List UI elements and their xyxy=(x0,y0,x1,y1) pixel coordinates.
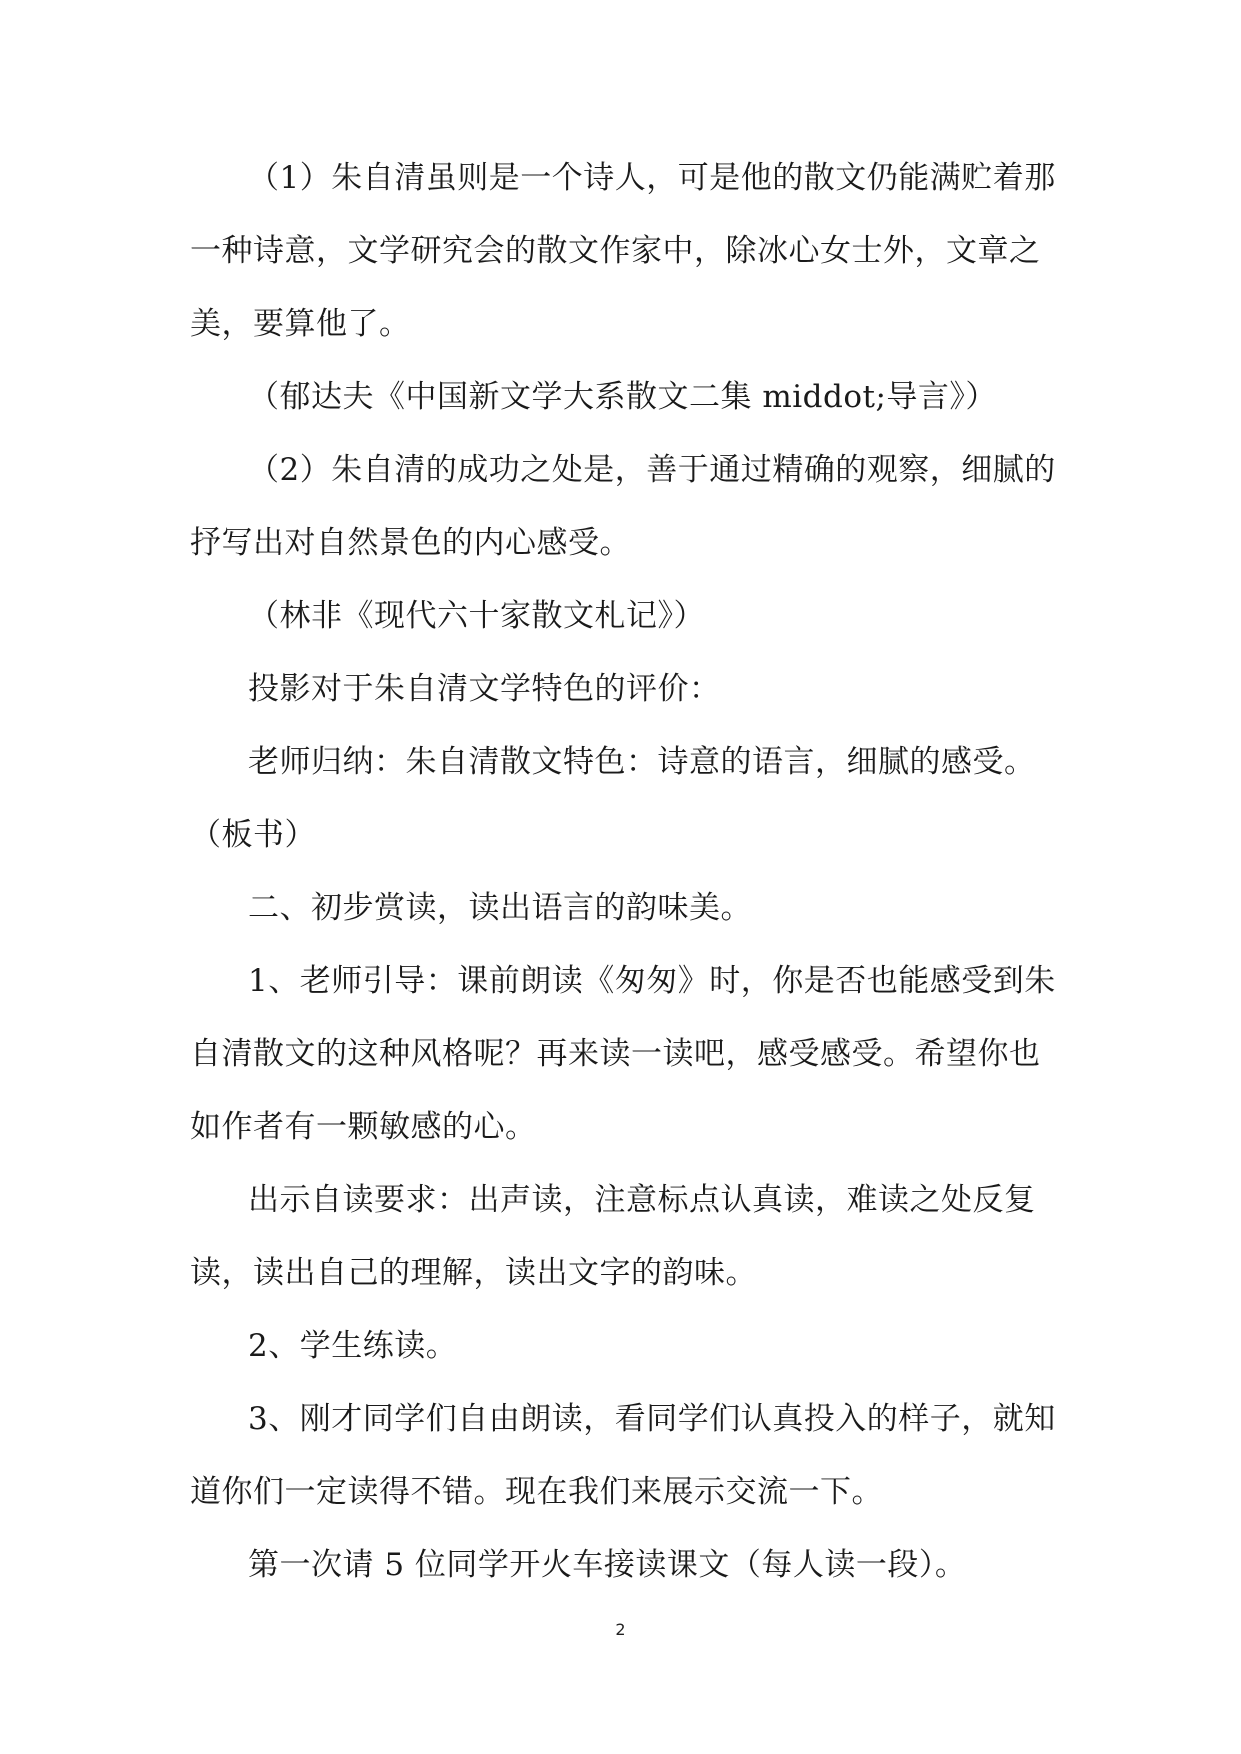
paragraph-quote-2: （2）朱自清的成功之处是，善于通过精确的观察，细腻的抒写出对自然景色的内心感受。 xyxy=(190,452,1056,561)
paragraph-projection: 投影对于朱自清文学特色的评价： xyxy=(248,671,721,707)
paragraph-reading-requirements: 出示自读要求：出声读，注意标点认真读，难读之处反复读，读出自己的理解，读出文字的韵味。 xyxy=(190,1182,1036,1291)
paragraph-step-1: 1、老师引导：课前朗读《匆匆》时，你是否也能感受到朱自清散文的这种风格呢？再来读一读吧，感受感受。希望你也如作者有一颗敏感的心。 xyxy=(190,963,1056,1145)
paragraph-source-2: （林非《现代六十家散文札记》） xyxy=(248,598,705,634)
paragraph-step-2: 2、学生练读。 xyxy=(248,1328,458,1364)
paragraph-step-3: 3、刚才同学们自由朗读，看同学们认真投入的样子，就知道你们一定读得不错。现在我们来展示交流一下。 xyxy=(190,1401,1056,1510)
section-heading-2: 二、初步赏读，读出语言的韵味美。 xyxy=(248,890,752,926)
paragraph-first-round: 第一次请 5 位同学开火车接读课文（每人读一段）。 xyxy=(248,1547,967,1583)
document-body xyxy=(190,142,1062,1602)
page-number: 2 xyxy=(615,1620,626,1639)
paragraph-teacher-summary: 老师归纳：朱自清散文特色：诗意的语言，细腻的感受。（板书） xyxy=(190,744,1036,853)
paragraph-source-1: （郁达夫《中国新文学大系散文二集 middot;导言》） xyxy=(248,379,997,415)
paragraph-quote-1: （1）朱自清虽则是一个诗人，可是他的散文仍能满贮着那一种诗意，文学研究会的散文作家中，除冰心女士外，文章之美，要算他了。 xyxy=(190,160,1056,342)
